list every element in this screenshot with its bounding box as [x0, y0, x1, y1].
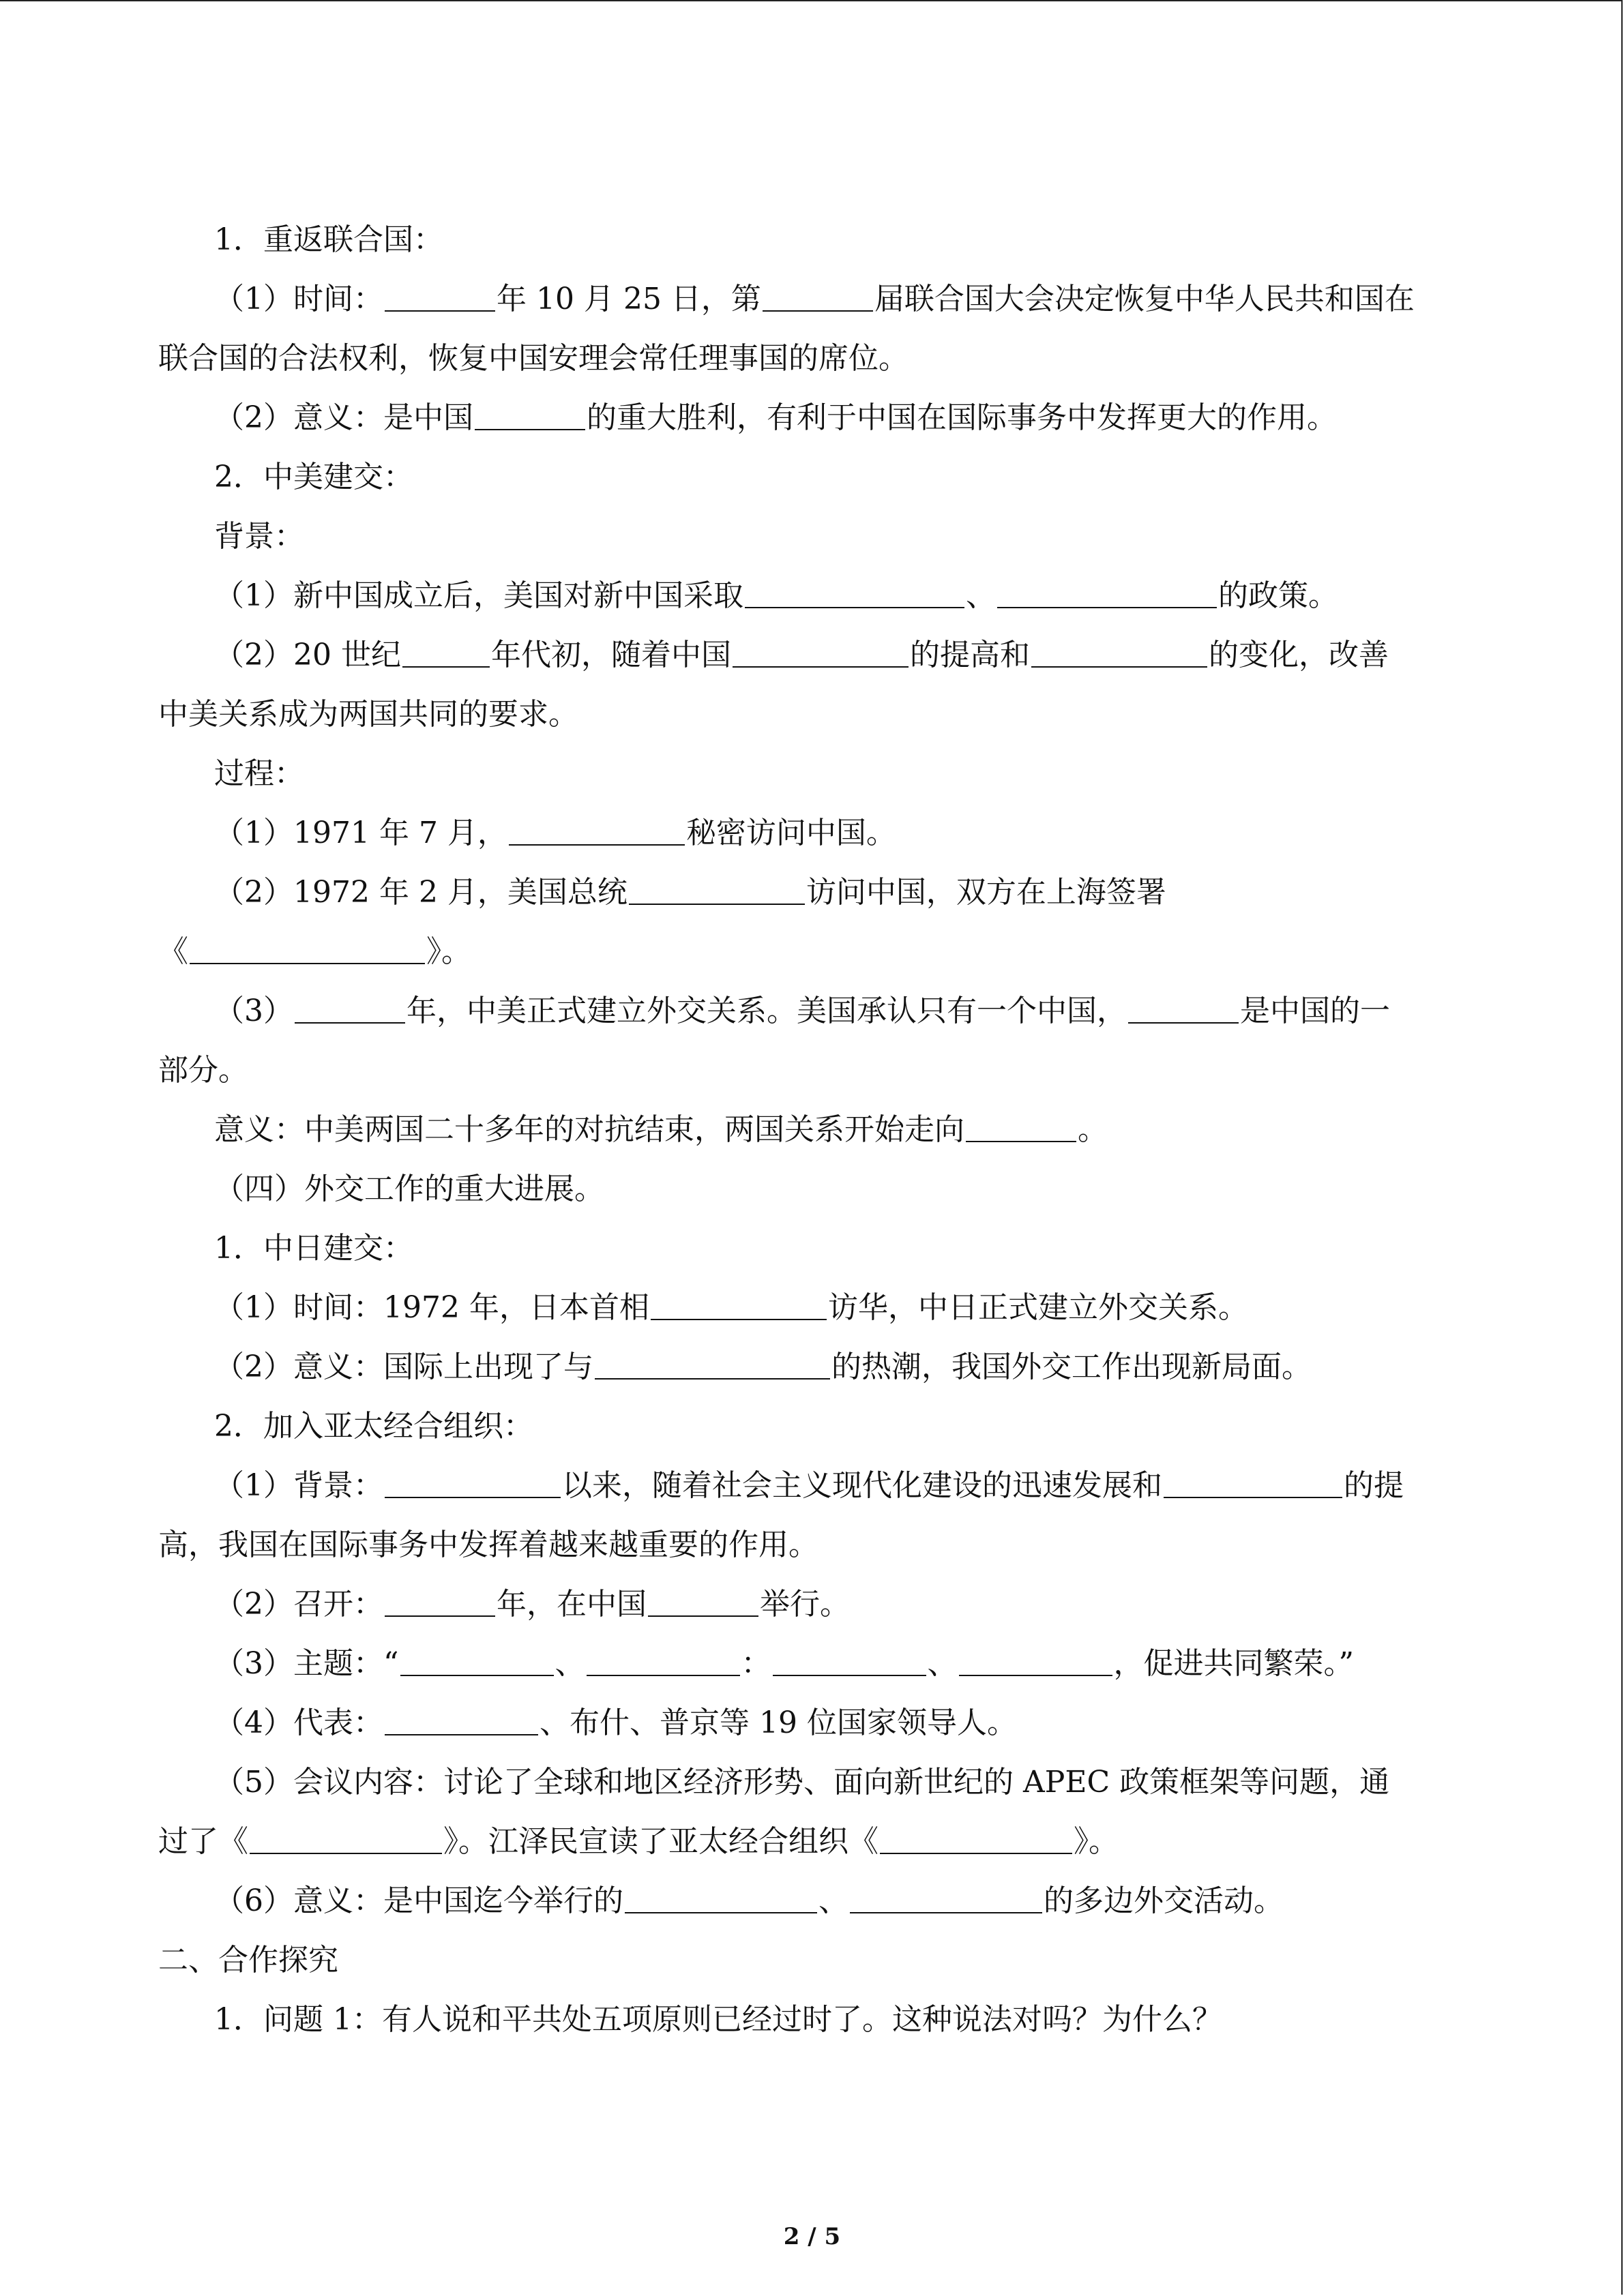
text: 的多边外交活动。 — [1044, 1883, 1284, 1918]
fill-blank[interactable] — [625, 1882, 817, 1913]
text: （1）1971 年 7 月， — [214, 816, 507, 850]
fill-blank[interactable] — [475, 399, 585, 430]
text: ： — [741, 1646, 771, 1681]
text: （3） — [214, 994, 293, 1028]
text: （2）意义：是中国 — [214, 400, 473, 435]
text: 的热潮，我国外交工作出现新局面。 — [831, 1350, 1312, 1384]
line-un-time — [158, 269, 1475, 329]
fill-blank[interactable] — [1031, 636, 1207, 668]
text: 。 — [1078, 1112, 1108, 1147]
fill-blank[interactable] — [763, 280, 873, 312]
line-apec-background — [158, 1456, 1475, 1515]
fill-blank[interactable] — [295, 992, 405, 1024]
line-apec-content-cont — [158, 1812, 1475, 1871]
document-body — [158, 210, 1475, 2049]
fill-blank[interactable] — [190, 933, 425, 964]
text: 、 — [927, 1646, 958, 1681]
text: 高，我国在国际事务中发挥着越来越重要的作用。 — [158, 1527, 818, 1562]
text: 过程： — [214, 756, 304, 791]
text: 》。 — [1074, 1824, 1119, 1859]
text: （2）意义：国际上出现了与 — [214, 1350, 593, 1384]
text: （5）会议内容：讨论了全球和地区经济形势、面向新世纪的 APEC 政策框架等问题，通 — [214, 1765, 1390, 1800]
text: 意义：中美两国二十多年的对抗结束，两国关系开始走向 — [214, 1112, 964, 1147]
fill-blank[interactable] — [595, 1348, 830, 1380]
text: 1．重返联合国： — [214, 222, 443, 257]
text: 》。江泽民宣读了亚太经合组织《 — [443, 1824, 879, 1859]
text: 》。 — [426, 934, 471, 969]
fill-blank[interactable] — [1128, 992, 1239, 1024]
line-japan-time — [158, 1278, 1475, 1337]
text: （四）外交工作的重大进展。 — [214, 1172, 604, 1206]
fill-blank[interactable] — [745, 577, 964, 608]
text: （1）新中国成立后，美国对新中国采取 — [214, 578, 743, 613]
text: 背景： — [214, 519, 304, 554]
fill-blank[interactable] — [1164, 1467, 1342, 1498]
fill-blank[interactable] — [850, 1882, 1042, 1913]
subheading-background — [158, 507, 1475, 566]
fill-blank[interactable] — [400, 1645, 554, 1676]
text: 、布什、普京等 19 位国家领导人。 — [540, 1705, 1017, 1740]
text: 过了《 — [158, 1824, 248, 1859]
section-heading-sino-japan — [158, 1219, 1475, 1278]
fill-blank[interactable] — [966, 1111, 1076, 1142]
text: 二、合作探究 — [158, 1943, 338, 1978]
subheading-process — [158, 744, 1475, 803]
fill-blank[interactable] — [733, 636, 909, 668]
fill-blank[interactable] — [880, 1823, 1072, 1854]
text: 年，中美正式建立外交关系。美国承认只有一个中国， — [407, 994, 1127, 1028]
text: 年，在中国 — [497, 1587, 647, 1622]
line-20th-century-cont — [158, 685, 1475, 744]
fill-blank[interactable] — [997, 577, 1217, 608]
text: 届联合国大会决定恢复中华人民共和国在 — [874, 282, 1415, 316]
line-1972 — [158, 863, 1475, 922]
text: 、 — [555, 1646, 585, 1681]
text: 、 — [818, 1883, 848, 1918]
fill-blank[interactable] — [629, 874, 805, 905]
text: （1）背景： — [214, 1468, 383, 1503]
text: 的变化，改善 — [1208, 638, 1389, 672]
line-apec-held — [158, 1575, 1475, 1634]
line-sino-us-significance — [158, 1100, 1475, 1159]
section-heading-apec — [158, 1397, 1475, 1456]
text: 访问中国，双方在上海签署 — [806, 875, 1166, 910]
text: 部分。 — [158, 1053, 248, 1088]
text: 《 — [158, 934, 188, 969]
fill-blank[interactable] — [402, 636, 490, 668]
text: （3）主题：“ — [214, 1646, 399, 1681]
text: ，促进共同繁荣。” — [1113, 1646, 1354, 1681]
section-heading-sino-us — [158, 447, 1475, 507]
text: 年代初，随着中国 — [490, 638, 731, 672]
fill-blank[interactable] — [509, 814, 685, 846]
text: 1．问题 1：有人说和平共处五项原则已经过时了。这种说法对吗？为什么？ — [214, 2002, 1222, 2037]
line-us-policy — [158, 566, 1475, 625]
text: （1）时间： — [214, 282, 383, 316]
text: 联合国的合法权利，恢复中国安理会常任理事国的席位。 — [158, 341, 909, 376]
fill-blank[interactable] — [385, 1704, 538, 1735]
fill-blank[interactable] — [959, 1645, 1112, 1676]
fill-blank[interactable] — [587, 1645, 740, 1676]
text: （2）20 世纪 — [214, 638, 401, 672]
text: 以来，随着社会主义现代化建设的迅速发展和 — [562, 1468, 1162, 1503]
text: 的提 — [1344, 1468, 1404, 1503]
text: （4）代表： — [214, 1705, 383, 1740]
fill-blank[interactable] — [385, 1585, 495, 1617]
line-diplomatic-relations — [158, 981, 1475, 1041]
line-apec-representatives — [158, 1693, 1475, 1753]
line-apec-theme — [158, 1634, 1475, 1693]
line-japan-significance — [158, 1337, 1475, 1397]
text: 秘密访问中国。 — [685, 816, 896, 850]
section-heading-un — [158, 210, 1475, 269]
section-heading-progress — [158, 1159, 1475, 1219]
line-apec-background-cont — [158, 1515, 1475, 1575]
text: 是中国的一 — [1240, 994, 1390, 1028]
text: 的提高和 — [909, 638, 1030, 672]
text: 2．加入亚太经合组织： — [214, 1409, 533, 1444]
text: （1）时间：1972 年，日本首相 — [214, 1290, 649, 1325]
text: 的政策。 — [1218, 578, 1338, 613]
line-apec-content — [158, 1753, 1475, 1812]
line-communique — [158, 922, 1475, 981]
fill-blank[interactable] — [385, 1467, 561, 1498]
line-un-significance — [158, 388, 1475, 447]
text: 、 — [966, 578, 996, 613]
fill-blank[interactable] — [250, 1823, 442, 1854]
fill-blank[interactable] — [651, 1289, 827, 1320]
text: 访华，中日正式建立外交关系。 — [827, 1290, 1248, 1325]
line-20th-century — [158, 625, 1475, 685]
text: （6）意义：是中国迄今举行的 — [214, 1883, 623, 1918]
text: 1．中日建交： — [214, 1231, 413, 1266]
text: 2．中美建交： — [214, 460, 413, 494]
text: 年 10 月 25 日，第 — [497, 282, 761, 316]
text: （2）召开： — [214, 1587, 383, 1622]
text: 举行。 — [760, 1587, 850, 1622]
text: 的重大胜利，有利于中国在国际事务中发挥更大的作用。 — [587, 400, 1337, 435]
line-diplomatic-relations-cont — [158, 1041, 1475, 1100]
fill-blank[interactable] — [385, 280, 495, 312]
text: （2）1972 年 2 月，美国总统 — [214, 875, 628, 910]
page-number: 2 / 5 — [783, 2223, 841, 2250]
line-apec-significance — [158, 1871, 1475, 1930]
text: 中美关系成为两国共同的要求。 — [158, 697, 578, 732]
fill-blank[interactable] — [773, 1645, 926, 1676]
section-heading-cooperation — [158, 1930, 1475, 1990]
line-un-time-cont — [158, 329, 1475, 388]
question-1 — [158, 1990, 1475, 2049]
line-1971 — [158, 803, 1475, 863]
fill-blank[interactable] — [648, 1585, 758, 1617]
